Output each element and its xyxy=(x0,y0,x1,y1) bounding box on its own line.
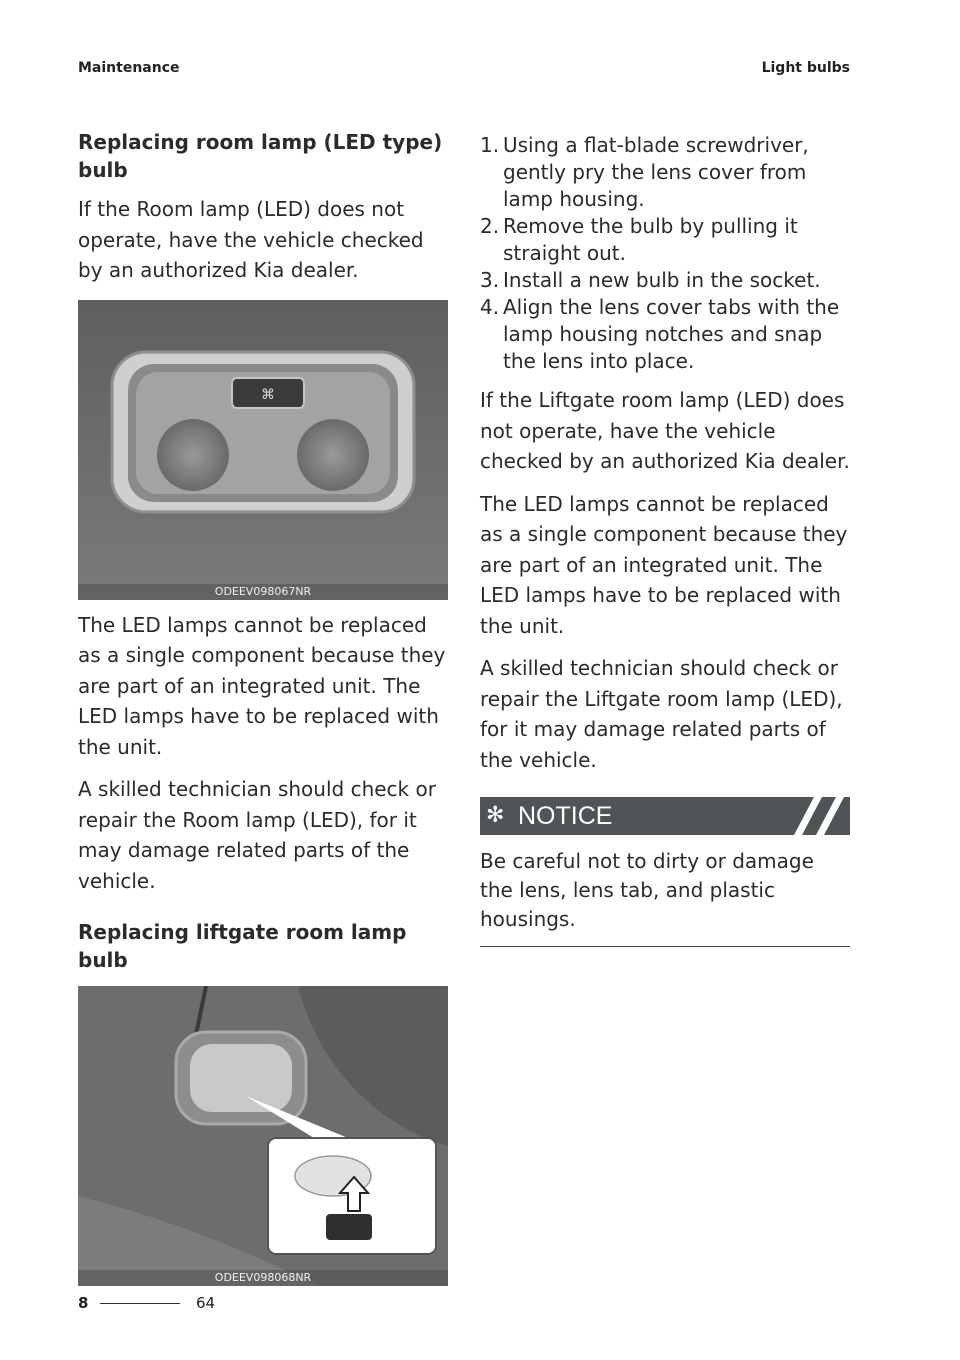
room-lamp-figure xyxy=(78,300,448,600)
liftgate-lamp-figure xyxy=(78,986,448,1286)
svg-text:⌘: ⌘ xyxy=(261,386,275,403)
notice-label: NOTICE xyxy=(518,802,613,830)
right-column xyxy=(480,132,850,947)
figure-code: ODEEV098068NR xyxy=(78,1270,448,1286)
step-item: 1. Using a flat-blade screwdriver, gently pry the lens cover from lamp housing. xyxy=(480,133,809,211)
running-header-topic: Light bulbs xyxy=(761,60,850,76)
paragraph-skilled-technician-right: A skilled technician should check or repair the Liftgate room lamp (LED), for it may damage related parts of the vehicle. xyxy=(480,656,843,772)
chapter-number: 8 xyxy=(78,1294,89,1312)
paragraph-room-lamp-dealer: If the Room lamp (LED) does not operate, have the vehicle checked by an authorized Kia dealer. xyxy=(78,197,424,282)
replacement-steps xyxy=(480,132,850,375)
liftgate-lamp-illustration xyxy=(78,986,448,1286)
notice-slashes-icon xyxy=(780,797,850,835)
section-heading-liftgate-lamp: Replacing liftgate room lamp bulb xyxy=(78,920,407,972)
paragraph-skilled-technician: A skilled technician should check or repair the Room lamp (LED), for it may damage related parts of the vehicle. xyxy=(78,777,436,893)
notice-star-icon: ✻ xyxy=(486,803,505,828)
step-item: 2. Remove the bulb by pulling it straight out. xyxy=(480,214,798,265)
notice-banner xyxy=(480,797,850,835)
paragraph-led-integrated: The LED lamps cannot be replaced as a single component because they are part of an integrated unit. The LED lamps have to be replaced with the unit. xyxy=(78,612,446,759)
room-lamp-illustration xyxy=(78,300,448,600)
footer-rule xyxy=(100,1303,180,1304)
left-column xyxy=(78,128,448,1296)
step-item: 3. Install a new bulb in the socket. xyxy=(480,268,821,292)
notice-text: Be careful not to dirty or damage the lens, lens tab, and plastic housings. xyxy=(480,849,814,931)
section-heading-room-lamp: Replacing room lamp (LED type) bulb xyxy=(78,130,443,182)
running-header-section: Maintenance xyxy=(78,60,180,76)
page-number: 64 xyxy=(196,1294,216,1312)
paragraph-liftgate-dealer: If the Liftgate room lamp (LED) does not operate, have the vehicle checked by an authorized Kia dealer. xyxy=(480,388,850,473)
notice-divider xyxy=(480,946,850,947)
step-item: 4. Align the lens cover tabs with the lamp housing notches and snap the lens into place. xyxy=(480,295,840,373)
paragraph-led-integrated-right: The LED lamps cannot be replaced as a single component because they are part of an integrated unit. The LED lamps have to be replaced with the unit. xyxy=(480,491,848,638)
figure-code: ODEEV098067NR xyxy=(78,584,448,600)
